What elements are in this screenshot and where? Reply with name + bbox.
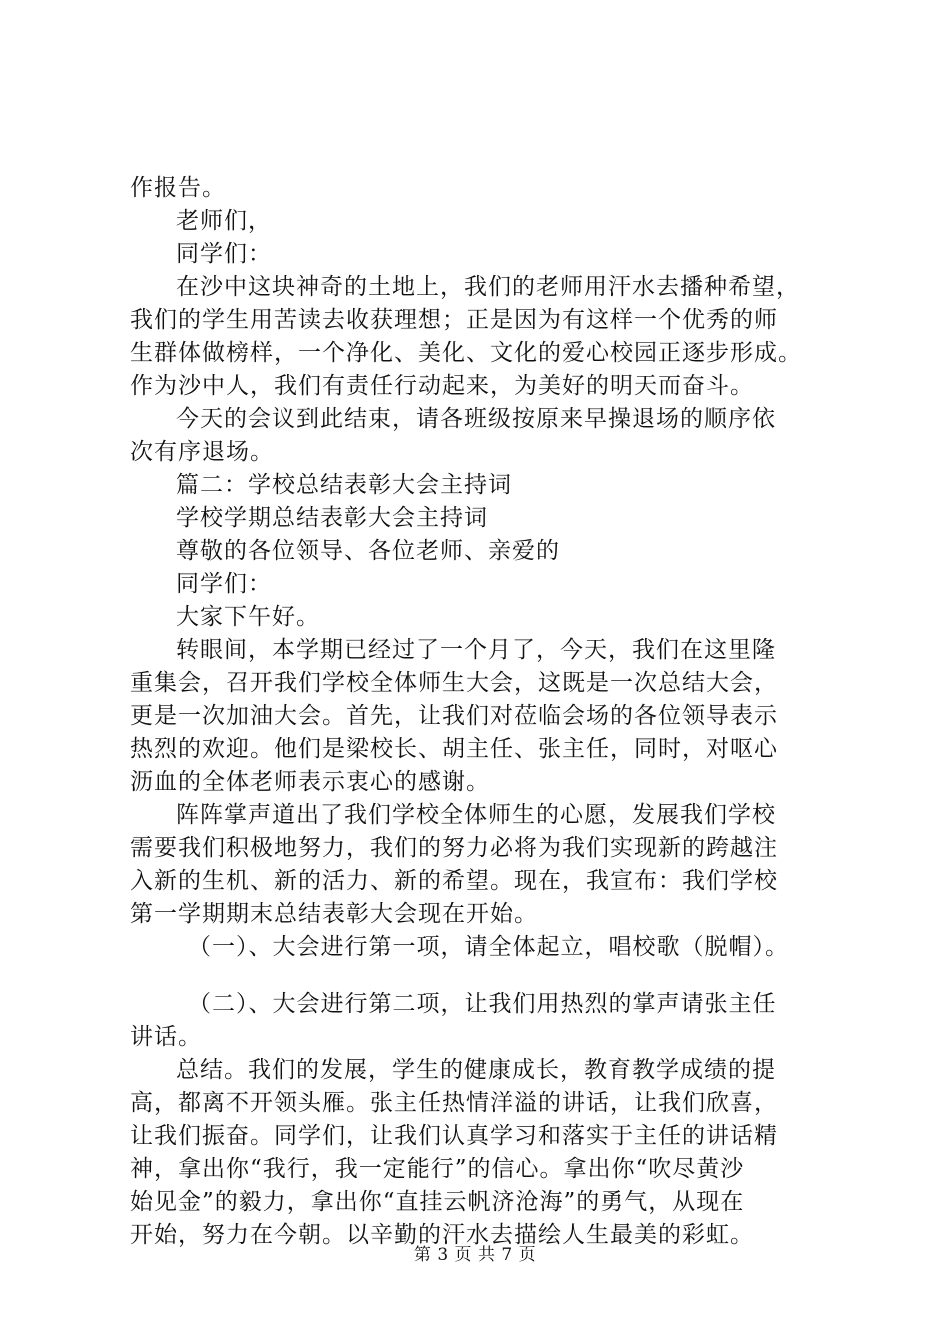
text-line: 次有序退场。 <box>130 439 274 465</box>
document-body <box>130 172 850 1252</box>
text-line: 尊敬的各位领导、各位老师、亲爱的 <box>176 538 560 564</box>
text-line: 第一学期期末总结表彰大会现在开始。 <box>130 901 538 927</box>
blank-line <box>130 964 850 988</box>
text-line: 沥血的全体老师表示衷心的感谢。 <box>130 769 490 795</box>
text-line: 篇二：学校总结表彰大会主持词 <box>176 472 512 498</box>
text-line: 让我们振奋。同学们，让我们认真学习和落实于主任的讲话精 <box>130 1123 778 1149</box>
text-line: 大家下午好。 <box>176 604 320 630</box>
text-line: 作为沙中人，我们有责任行动起来，为美好的明天而奋斗。 <box>130 373 754 399</box>
text-line: 总结。我们的发展，学生的健康成长，教育教学成绩的提 <box>176 1057 776 1083</box>
text-line: 开始，努力在今朝。以辛勤的汗水去描绘人生最美的彩虹。 <box>130 1222 754 1248</box>
text-line: 阵阵掌声道出了我们学校全体师生的心愿，发展我们学校 <box>176 802 776 828</box>
text-line: 生群体做榜样，一个净化、美化、文化的爱心校园正逐步形成。 <box>130 340 802 366</box>
text-line: 学校学期总结表彰大会主持词 <box>176 505 488 531</box>
text-line: 同学们： <box>176 571 272 597</box>
text-line: 热烈的欢迎。他们是梁校长、胡主任、张主任，同时，对呕心 <box>130 736 778 762</box>
text-line: 讲话。 <box>130 1024 202 1050</box>
text-line: 我们的学生用苦读去收获理想；正是因为有这样一个优秀的师 <box>130 307 778 333</box>
text-line: 需要我们积极地努力，我们的努力必将为我们实现新的跨越注 <box>130 835 778 861</box>
text-line: 更是一次加油大会。首先，让我们对莅临会场的各位领导表示 <box>130 703 778 729</box>
text-line: 在沙中这块神奇的土地上，我们的老师用汗水去播种希望， <box>176 274 800 300</box>
page-footer: 第 3 页 共 7 页 <box>413 1245 537 1265</box>
text-line: 今天的会议到此结束，请各班级按原来早操退场的顺序依 <box>176 406 776 432</box>
text-line: 作报告。 <box>130 175 226 201</box>
text-line: （二）、大会进行第二项，让我们用热烈的掌声请张主任 <box>188 991 777 1017</box>
text-line: （一）、大会进行第一项，请全体起立，唱校歌（脱帽）。 <box>188 934 789 960</box>
text-line: 转眼间，本学期已经过了一个月了，今天，我们在这里隆 <box>176 637 776 663</box>
text-line: 重集会，召开我们学校全体师生大会，这既是一次总结大会， <box>130 670 778 696</box>
text-line: 神，拿出你“我行，我一定能行”的信心。拿出你“吹尽黄沙 <box>130 1156 745 1182</box>
text-line: 始见金”的毅力，拿出你“直挂云帆济沧海”的勇气，从现在 <box>130 1189 745 1215</box>
text-line: 同学们： <box>176 241 272 267</box>
text-line: 老师们， <box>176 208 272 234</box>
text-line: 高，都离不开领头雁。张主任热情洋溢的讲话，让我们欣喜， <box>130 1090 778 1116</box>
text-line: 入新的生机、新的活力、新的希望。现在，我宣布：我们学校 <box>130 868 778 894</box>
